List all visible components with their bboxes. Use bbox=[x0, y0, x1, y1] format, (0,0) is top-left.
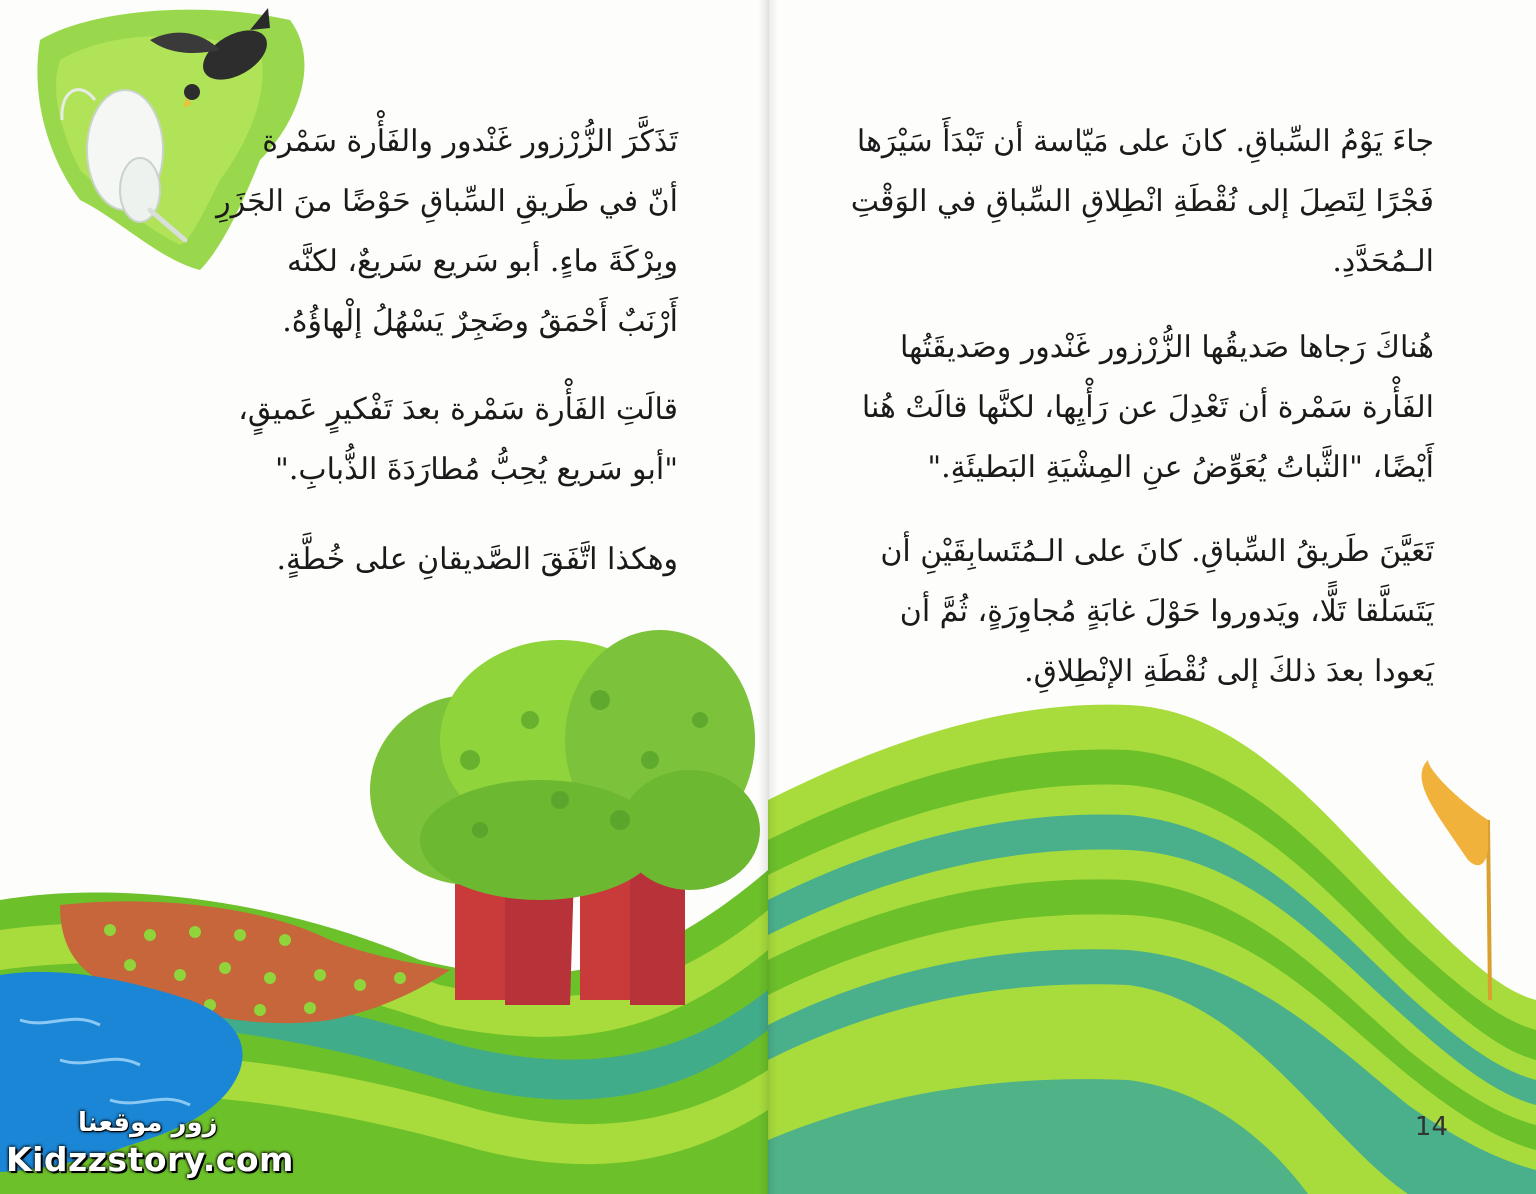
right-paragraph-3: تَعَيَّنَ طَريقُ السِّباقِ. كانَ على الـمُتَسابِقَيْنِ أن يَتَسَلَّقا تَلًّا، ويَدوروا حَوْلَ غابَةٍ مُجاوِرَةٍ، ثُمَّ أن يَعودا بعدَ ذلكَ إلى نُقْطَةِ الإنْطِلاقِ. bbox=[880, 534, 1434, 689]
left-paragraph-3: وهكذا اتَّفَقَ الصَّديقانِ على خُطَّةٍ. bbox=[276, 542, 678, 577]
watermark-arabic: زور موقعنا bbox=[78, 1108, 218, 1138]
right-paragraph-1: جاءَ يَوْمُ السِّباقِ. كانَ على مَيّاسة أن تَبْدَأَ سَيْرَها فَجْرًا لِتَصِلَ إلى نُقْطَةِ انْطِلاقِ السِّباقِ في الوَقْتِ الـمُحَدَّدِ. bbox=[850, 124, 1434, 279]
watermark-url[interactable]: Kidzzstory.com bbox=[6, 1140, 294, 1179]
left-paragraph-1: تَذَكَّرَ الزُّرْزور غَنْدور والفَأْرة سَمْرة أنّ في طَريقِ السِّباقِ حَوْضًا منَ الجَزَرِ وبِرْكَةَ ماءٍ. أبو سَريع سَريعٌ، لكنَّه أَرْنَبٌ أَحْمَقُ وضَجِرٌ يَسْهُلُ إلْهاؤُهُ. bbox=[216, 124, 678, 339]
right-page bbox=[768, 0, 1536, 1194]
page-number: 14 bbox=[1414, 1112, 1448, 1142]
left-paragraph-2: قالَتِ الفَأْرة سَمْرة بعدَ تَفْكيرٍ عَميقٍ، "أبو سَريع يُحِبُّ مُطارَدَةَ الذُّبابِ." bbox=[238, 392, 678, 487]
book-spine bbox=[758, 0, 778, 1194]
right-paragraph-2: هُناكَ رَجاها صَديقُها الزُّرْزور غَنْدور وصَديقَتُها الفَأْرة سَمْرة أن تَعْدِلَ عن رَأْيِها، لكنَّها قالَتْ هُنا أَيْضًا، "الثَّباتُ يُعَوِّضُ عنِ المِشْيَةِ البَطيئَةِ." bbox=[861, 330, 1434, 485]
